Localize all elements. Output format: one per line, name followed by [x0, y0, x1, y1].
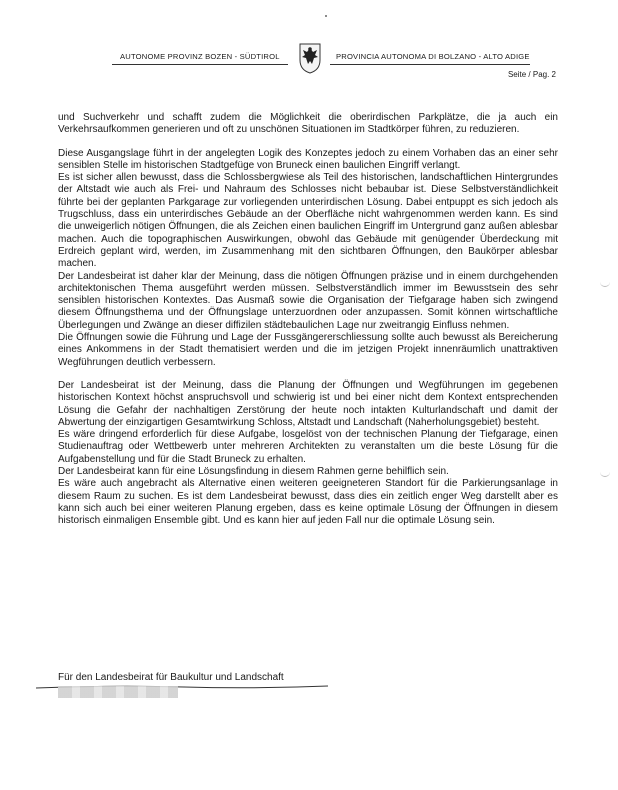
paragraph: Es ist sicher allen bewusst, dass die Schlossbergwiese als Teil des historischen, landschaftlichen Hintergrundes der Altstadt wie auch als Frei- und Nahraum des Schlosses nicht bebaubar ist. Diese Selbstverständlichkeit führte bei der geplanten Parkgarage zur vorliegenden unterirdischen Lösung. Dabei entpuppt es sich jedoch als Trugschluss, dass ein unterirdisches Gebäude an der Oberfläche nicht wahrgenommen werden kann. Es sind die unweigerlich nötigen Öffnungen, die als Zeichen einen baulichen Eingriff im Untergrund ganz außen ablesbar machen. Auch die topographischen Auswirkungen, obwohl das Gebäude mit genügender Überdeckung mit Erdreich geplant wird, werden, im Zusammenhang mit den sichtbaren Öffnungen, den Baukörper ablesbar machen.	[58, 172, 558, 270]
margin-mark	[600, 470, 610, 477]
page-number: Seite / Pag. 2	[507, 70, 556, 79]
eagle-crest-icon	[297, 40, 323, 74]
letterhead-rule-right	[330, 64, 530, 65]
paragraph: Die Öffnungen sowie die Führung und Lage der Fussgängererschliessung sollte auch bewusst als Bereicherung eines Ankommens in der Stadt thematisiert werden und die im jetzigen Projekt innenräumlich unattraktiven Wegführungen deutlich verbessern.	[58, 332, 558, 368]
margin-mark	[600, 280, 610, 287]
paragraph: Der Landesbeirat kann für eine Lösungsfindung in diesem Rahmen gerne behilflich sein.	[58, 466, 449, 478]
paragraph: Es wäre dringend erforderlich für diese Aufgabe, losgelöst von der technischen Planung der Tiefgarage, einen Studienauftrag oder Wettbewerb unter mehreren Architekten zu veranstalten um die beste Lösung für die Aufgabenstellung und für die Stadt Bruneck zu erhalten.	[58, 429, 558, 465]
paragraph: Es wäre auch angebracht als Alternative einen weiteren geeigneteren Standort für die Parkierungsanlage in diesem Raum zu suchen. Es ist dem Landesbeirat bewusst, dass dies ein zeitlich enger Weg darstellt aber es kann sich auch bei einer weiteren Planung ergeben, dass es keine optimale Lösung der Öffnungen in diesem historisch einmaligen Ensemble gibt. Und es kann hier auf jeden Fall nur die optimale Lösung sein.	[58, 478, 558, 527]
letterhead-rule-left	[112, 64, 288, 65]
paragraph: und Suchverkehr und schafft zudem die Möglichkeit die oberirdischen Parkplätze, die ja auch ein Verkehrsaufkommen generieren und oft zu unschönen Situationen im Stadtkörper führen, zu reduzieren.	[58, 112, 558, 136]
paragraph: Diese Ausgangslage führt in der angelegten Logik des Konzeptes jedoch zu einem Vorhaben das an einer sehr sensiblen Stelle im historischen Stadtgefüge von Bruneck einen baulichen Eingriff verlangt.	[58, 147, 558, 171]
scan-dot	[325, 15, 327, 17]
paragraph: Der Landesbeirat ist daher klar der Meinung, dass die nötigen Öffnungen präzise und in einem durchgehenden architektonischen Thema ausgeführt werden müssen. Selbstverständlich immer im Bewusstsein des sehr sensiblen historischen Kontextes. Das Ausmaß sowie die Organisation der Tiefgarage haben sich zwingend diesem Öffnungsthema und der Öffnungslage unterzuordnen oder anzupassen. Somit können wirtschaftliche Überlegungen und Zwänge an dieser diffizilen städtebaulichen Lage nur zweitrangig Einfluss nehmen.	[58, 270, 558, 331]
signature-line: Für den Landesbeirat für Baukultur und Landschaft	[58, 672, 284, 683]
letter-body	[58, 112, 558, 528]
letterhead-left: AUTONOME PROVINZ BOZEN - SÜDTIROL	[120, 52, 280, 61]
paragraph: Der Landesbeirat ist der Meinung, dass die Planung der Öffnungen und Wegführungen im gegebenen historischen Kontext höchst anspruchsvoll und schwierig ist und bei einer nicht dem Kontext entsprechenden Lösung die Gefahr der nachhaltigen Zerstörung der heute noch intakten Kulturlandschaft und damit der Abwertung der einzigartigen Gesamtwirkung Schloss, Altstadt und Landschaft (Naherholungsgebiet) besteht.	[58, 379, 558, 428]
redacted-signature	[58, 686, 178, 698]
letterhead-right: PROVINCIA AUTONOMA DI BOLZANO - ALTO ADIGE	[336, 52, 530, 61]
